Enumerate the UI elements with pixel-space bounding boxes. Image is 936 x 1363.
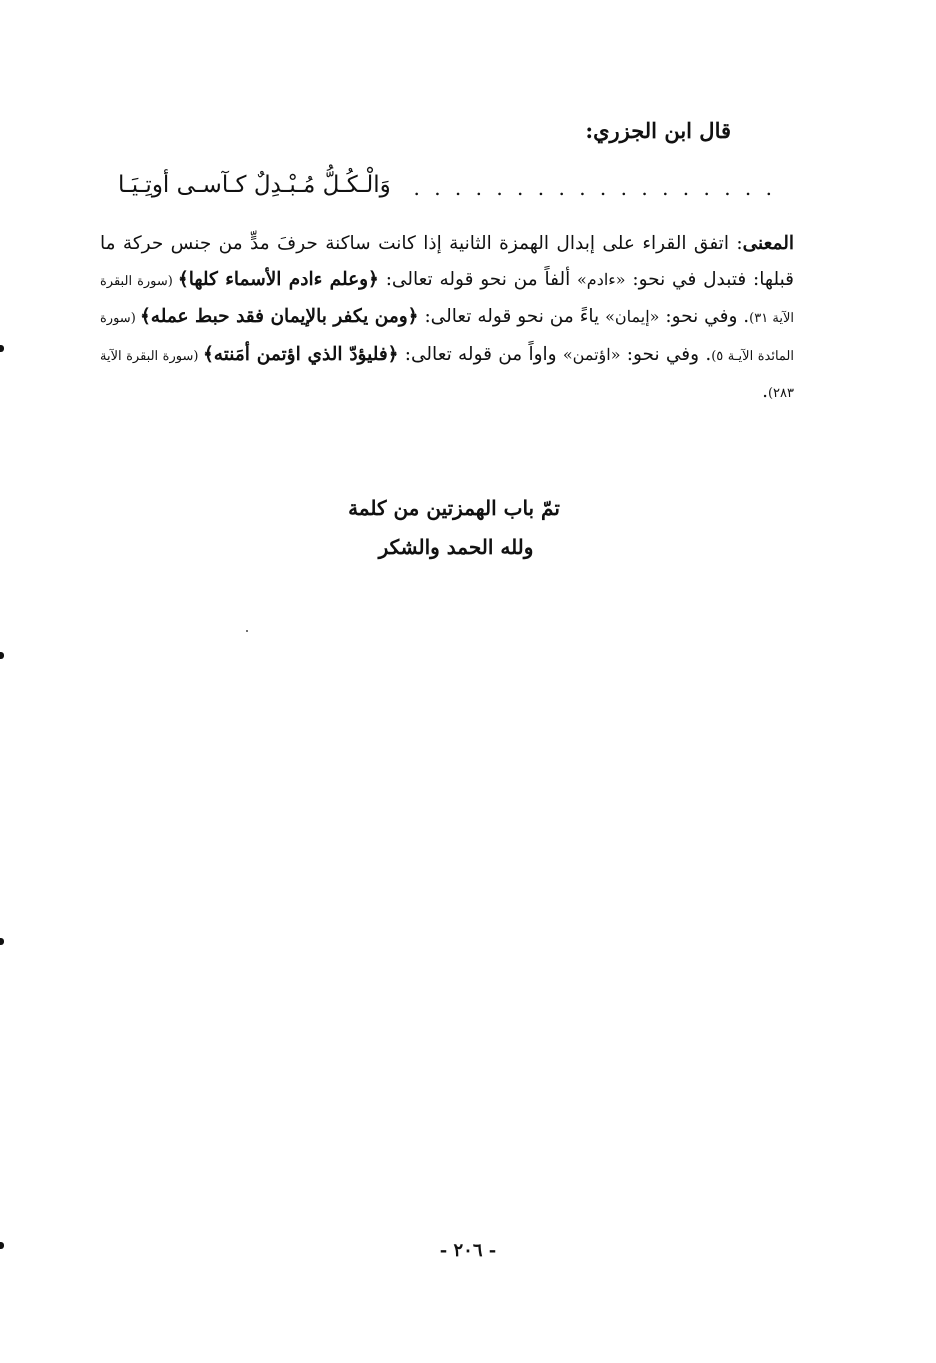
section-heading: قال ابن الجزري: [585, 118, 731, 143]
paragraph-text: . [762, 381, 768, 402]
scan-edge-mark [0, 652, 4, 659]
chapter-end-line: تمّ باب الهمزتين من كلمة [348, 496, 560, 520]
surah-reference: (سورة المائدة الآيـة ٥) [100, 311, 795, 364]
paragraph-text: . وفي نحو: [659, 306, 750, 327]
quran-quote: ﴿وعلم ءادم الأسماء كلها﴾ [177, 268, 379, 290]
quran-quote: ﴿ومن يكفر بالإيمان فقد حبط عمله﴾ [139, 306, 419, 327]
paragraph-text: ياءً من نحو قوله تعالى: [418, 306, 606, 327]
paragraph-text: ألفاً من نحو قوله تعالى: [378, 268, 578, 290]
paragraph-text: واواً من قوله تعالى: [398, 343, 563, 365]
poem-verse [118, 172, 776, 212]
explanation-paragraph [100, 226, 794, 412]
surah-reference: (سورة البقرة الآية ٣١) [100, 273, 794, 326]
praise-line: ولله الحمد والشكر [378, 535, 534, 559]
meaning-label: المعنى [742, 233, 794, 254]
scan-speck [246, 630, 248, 632]
quran-quote: ﴿فليؤدّ الذي اؤتمن أمَنته﴾ [202, 343, 399, 365]
page-number: - ٢٠٦ - [439, 1240, 497, 1261]
verse-first-hemistich-dots: . . . . . . . . . . . . . . . . . . [413, 176, 776, 200]
paragraph-text: . وفي نحو: [620, 343, 712, 365]
example-word: «اؤتمن» [562, 344, 621, 364]
example-word: «ءادم» [577, 269, 626, 289]
paragraph-text: : اتفق القراء على إبدال الهمزة الثانية إذا كانت ساكنة حرفَ مدٍّ من جنس حركة ما قبلها: فتبدل في نحو: [100, 233, 795, 290]
scan-edge-mark [0, 938, 4, 945]
example-word: «إيمان» [605, 307, 660, 326]
verse-second-hemistich: وَالْـكُـلُّ مُـبْـدِلٌ كـآسـى أوتِـيَـا [118, 172, 391, 198]
surah-reference: (سورة البقرة الآية ٢٨٣) [100, 348, 794, 401]
scan-edge-mark [0, 345, 4, 352]
